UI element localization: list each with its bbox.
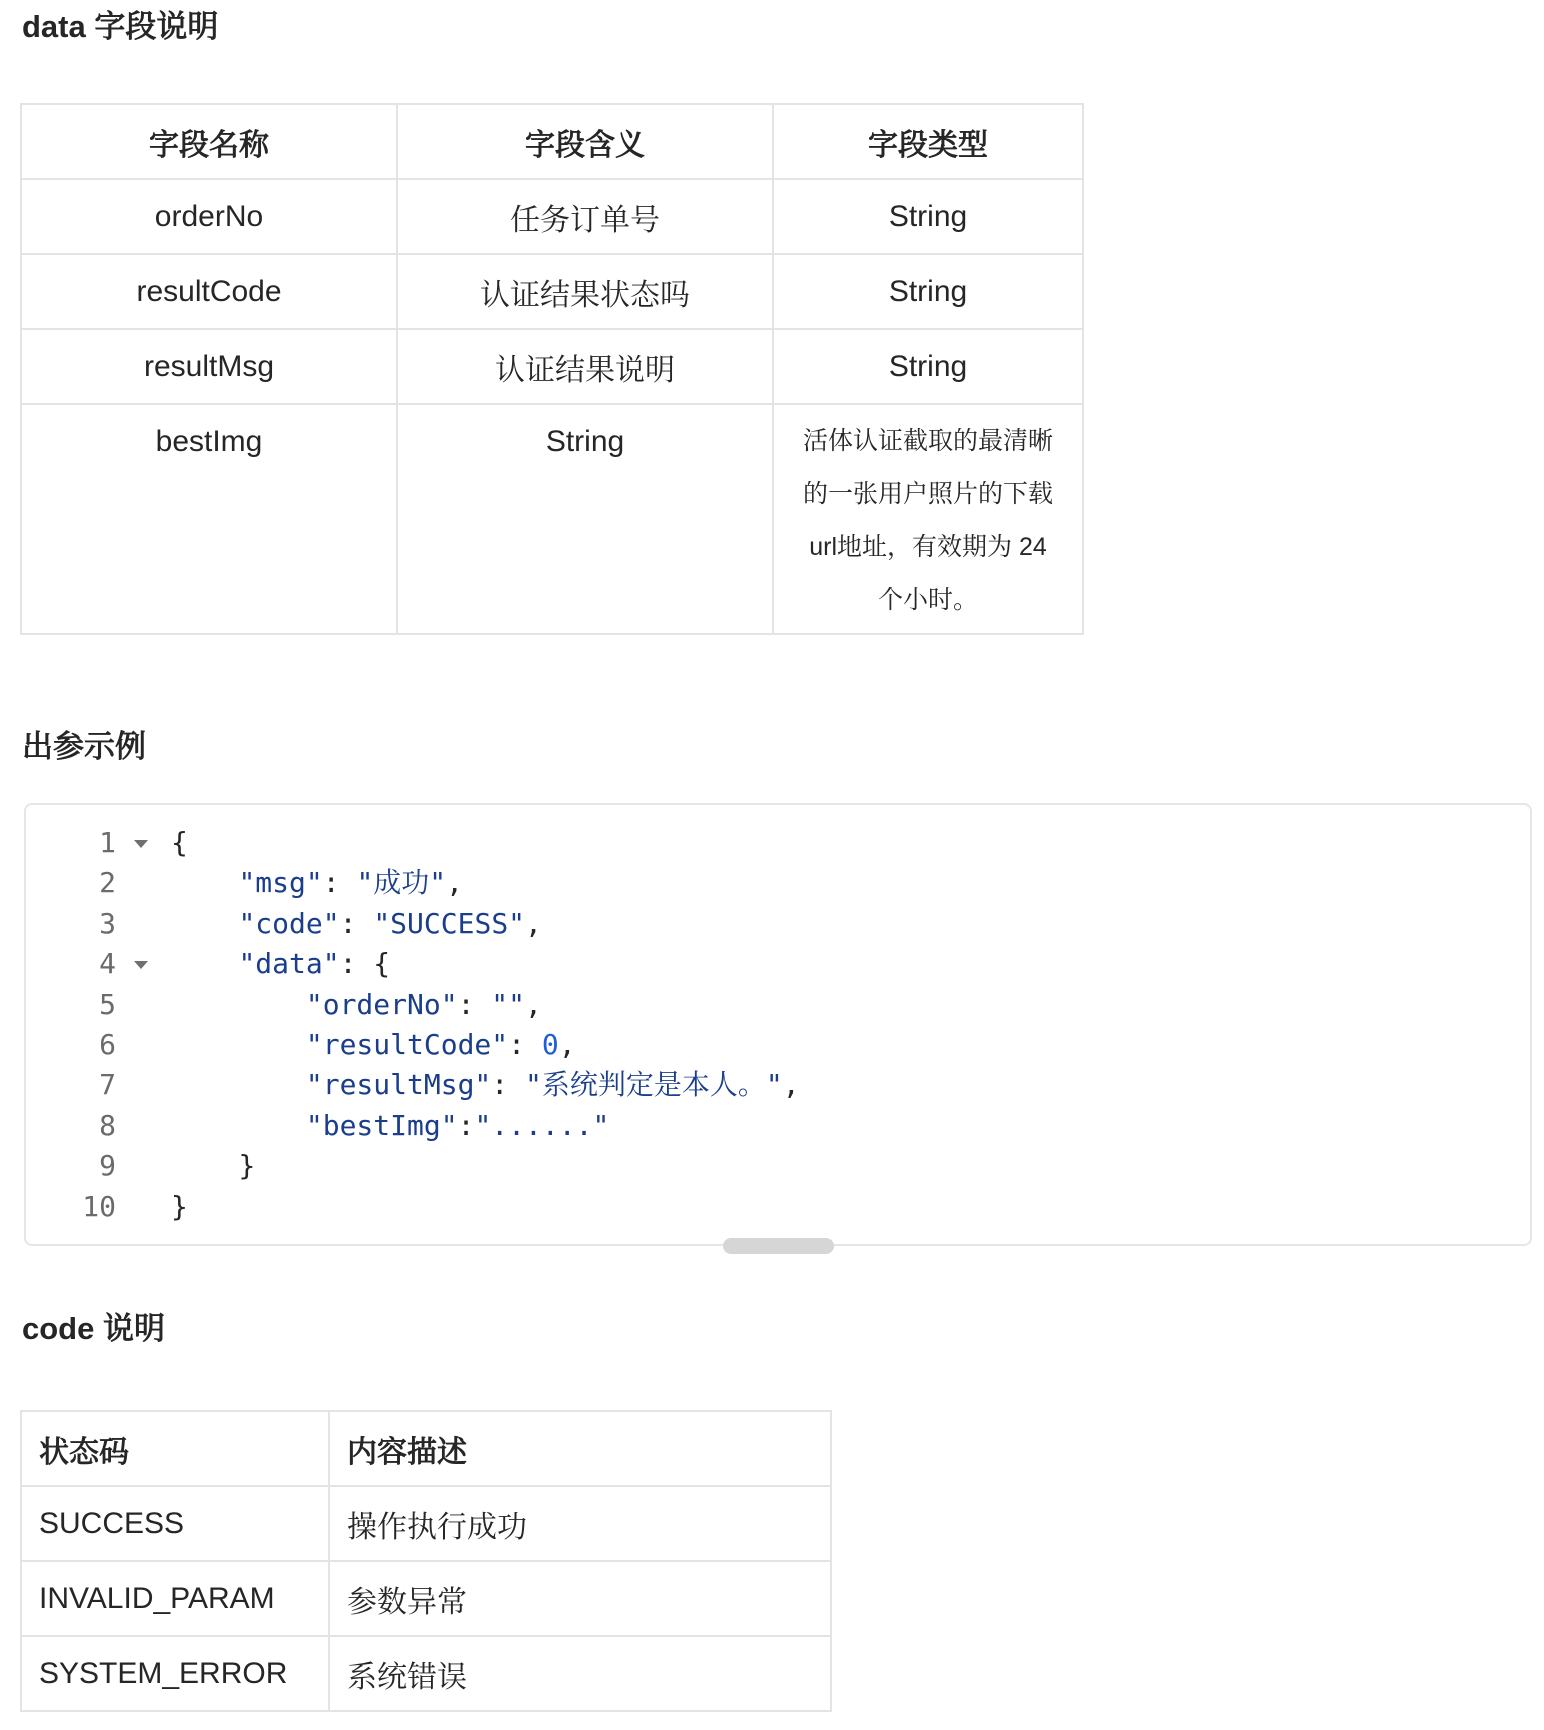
- code-text: [171, 1146, 255, 1186]
- code-text: [171, 985, 542, 1025]
- table-row: [21, 329, 1083, 404]
- code-line: [26, 863, 1530, 903]
- cell-field-type: 活体认证截取的最清晰的一张用户照片的下载url地址，有效期为 24 个小时。: [773, 404, 1083, 634]
- code-punctuation: ,: [525, 906, 542, 940]
- line-number: 2: [99, 866, 116, 900]
- cell-status-code: SUCCESS: [21, 1486, 329, 1561]
- line-number: 1: [99, 826, 116, 859]
- cell-field-name: orderNo: [21, 179, 397, 254]
- code-indent: [171, 988, 306, 1021]
- table-row: [21, 1486, 831, 1561]
- code-key: "msg": [238, 866, 323, 900]
- code-line: [26, 1146, 1530, 1186]
- status-code-table: [20, 1410, 832, 1712]
- code-string: "系统判定是本人。": [525, 1068, 783, 1102]
- line-number: 7: [99, 1068, 116, 1102]
- cell-field-type: String: [773, 254, 1083, 329]
- code-punctuation: :: [457, 1108, 475, 1142]
- header-field-type: 字段类型: [773, 104, 1083, 179]
- code-line: [26, 944, 1530, 984]
- code-key: "code": [238, 906, 340, 940]
- cell-field-type: String: [773, 329, 1083, 404]
- header-field-meaning: 字段含义: [397, 104, 773, 179]
- code-key: "orderNo": [305, 987, 458, 1021]
- code-line: [26, 1025, 1530, 1065]
- code-text: [171, 944, 390, 984]
- table-header-row: [21, 1411, 831, 1486]
- code-punctuation: ,: [558, 1028, 576, 1061]
- code-line: [26, 1187, 1530, 1227]
- cell-field-name: resultCode: [21, 254, 397, 329]
- code-indent: [171, 866, 238, 899]
- code-punctuation: :: [322, 866, 357, 900]
- cell-field-meaning: 认证结果说明: [397, 329, 773, 404]
- code-punctuation: ,: [446, 866, 464, 900]
- header-description: 内容描述: [329, 1411, 831, 1486]
- table-header-row: [21, 104, 1083, 179]
- code-punctuation: }: [238, 1149, 256, 1183]
- code-indent: [171, 1028, 306, 1061]
- code-indent: [171, 1149, 238, 1182]
- code-indent: [171, 1068, 306, 1101]
- code-punctuation: :: [339, 906, 374, 940]
- line-number: 3: [99, 906, 116, 940]
- fold-toggle-icon[interactable]: [134, 840, 148, 848]
- code-description-heading: code 说明: [22, 1311, 165, 1346]
- code-string: "成功": [356, 866, 447, 900]
- cell-description: 操作执行成功: [329, 1486, 831, 1561]
- code-punctuation: {: [171, 826, 188, 859]
- code-text: [171, 1106, 609, 1146]
- code-block: [24, 803, 1532, 1246]
- cell-status-code: SYSTEM_ERROR: [21, 1636, 329, 1711]
- table-row: [21, 179, 1083, 254]
- code-punctuation: :: [457, 987, 492, 1021]
- cell-field-name: resultMsg: [21, 329, 397, 404]
- code-indent: [171, 907, 238, 940]
- line-number: 4: [99, 947, 116, 981]
- table-row: [21, 404, 1083, 634]
- code-string: "": [491, 987, 526, 1021]
- code-text: [171, 1065, 800, 1105]
- cell-field-meaning: 任务订单号: [397, 179, 773, 254]
- cell-field-type: String: [773, 179, 1083, 254]
- code-line: [26, 985, 1530, 1025]
- code-string: "......": [474, 1108, 610, 1142]
- code-number: 0: [541, 1028, 559, 1061]
- code-punctuation: : {: [339, 947, 391, 981]
- code-key: "resultMsg": [305, 1068, 492, 1102]
- code-punctuation: :: [508, 1028, 542, 1061]
- code-punctuation: }: [171, 1189, 188, 1223]
- data-fields-heading: data 字段说明: [22, 9, 219, 44]
- cell-field-name: bestImg: [21, 404, 397, 634]
- code-text: [171, 1025, 576, 1065]
- code-key: "data": [238, 947, 340, 981]
- code-text: [171, 904, 542, 944]
- cell-description: 参数异常: [329, 1561, 831, 1636]
- code-string: "SUCCESS": [373, 906, 526, 940]
- code-punctuation: ,: [525, 987, 542, 1021]
- code-text: [171, 823, 188, 863]
- line-number: 8: [99, 1108, 116, 1142]
- table-row: [21, 1636, 831, 1711]
- cell-status-code: INVALID_PARAM: [21, 1561, 329, 1636]
- data-fields-table: [20, 103, 1084, 635]
- code-punctuation: ,: [782, 1068, 800, 1102]
- table-row: [21, 1561, 831, 1636]
- line-number: 6: [99, 1028, 116, 1061]
- code-line: [26, 904, 1530, 944]
- code-text: [171, 1187, 188, 1227]
- line-number: 10: [82, 1189, 116, 1223]
- code-indent: [171, 947, 238, 980]
- line-number: 5: [99, 987, 116, 1021]
- cell-field-meaning: String: [397, 404, 773, 634]
- horizontal-scrollbar[interactable]: [723, 1238, 834, 1254]
- code-line: [26, 823, 1530, 863]
- cell-description: 系统错误: [329, 1636, 831, 1711]
- output-example-heading: 出参示例: [22, 729, 146, 764]
- table-row: [21, 254, 1083, 329]
- code-indent: [171, 1109, 306, 1142]
- code-text: [171, 863, 463, 903]
- fold-toggle-icon[interactable]: [134, 961, 148, 969]
- code-punctuation: :: [491, 1068, 526, 1102]
- line-number: 9: [99, 1149, 116, 1183]
- code-key: "bestImg": [305, 1108, 458, 1142]
- header-status-code: 状态码: [21, 1411, 329, 1486]
- code-line: [26, 1106, 1530, 1146]
- cell-field-meaning: 认证结果状态吗: [397, 254, 773, 329]
- header-field-name: 字段名称: [21, 104, 397, 179]
- code-line: [26, 1065, 1530, 1105]
- code-key: "resultCode": [305, 1028, 509, 1061]
